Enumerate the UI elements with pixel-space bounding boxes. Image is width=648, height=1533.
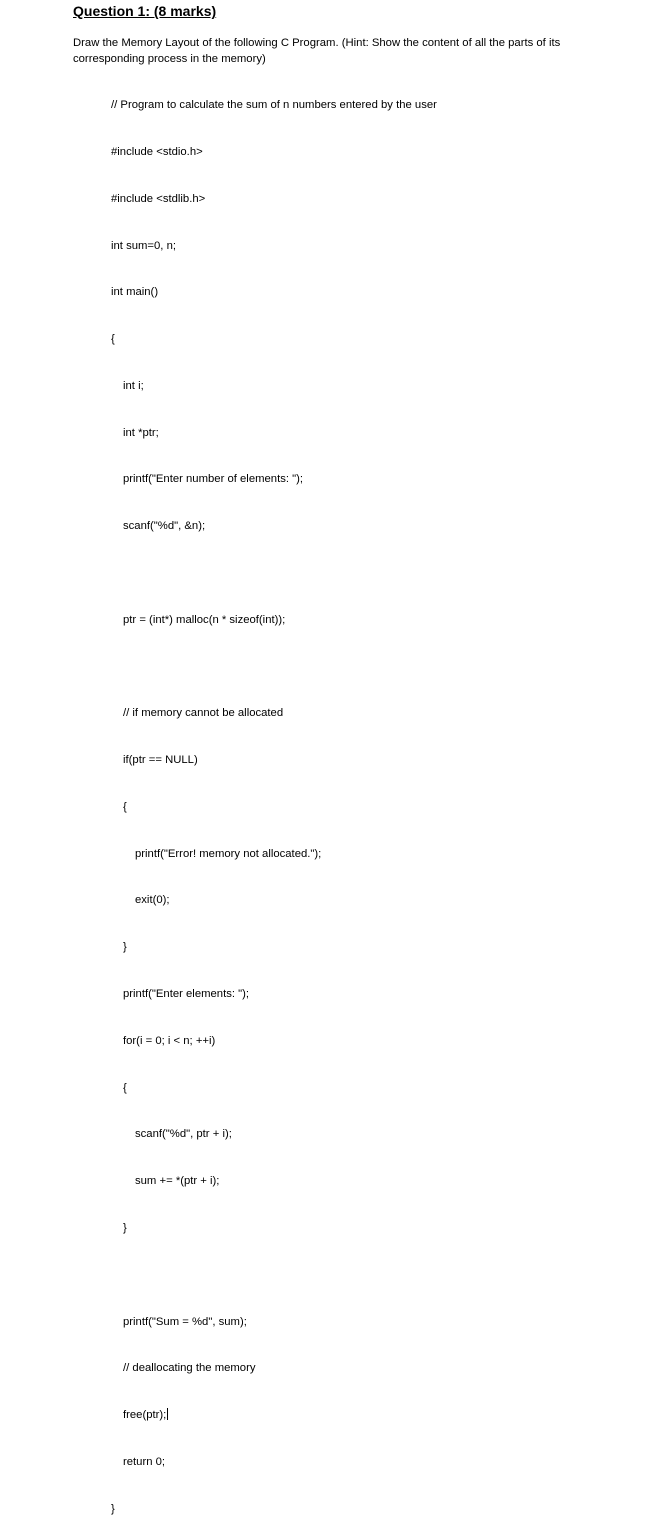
code-listing: [111, 67, 437, 1533]
code-blank-line: [111, 1268, 437, 1284]
code-blank-line: [111, 660, 437, 676]
code-line-for-open-brace: {: [123, 1081, 127, 1094]
code-line-free: [111, 1408, 437, 1424]
code-line-exit: exit(0);: [135, 894, 170, 907]
code-line-printf-elements: printf("Enter elements: ");: [123, 988, 250, 1001]
code-line-return: return 0;: [123, 1455, 166, 1468]
code-line-decl-i: int i;: [123, 379, 144, 392]
code-line-if-close-brace: }: [123, 941, 127, 954]
code-line-decl-ptr: int *ptr;: [123, 426, 159, 439]
code-line-main-open-brace: {: [111, 333, 115, 346]
code-line-include-stdlib: #include <stdlib.h>: [111, 192, 206, 205]
code-line-for-close-brace: }: [123, 1221, 127, 1234]
code-blank-line: [111, 566, 437, 582]
code-line-printf-sum: printf("Sum = %d", sum);: [123, 1315, 247, 1328]
code-line-main-signature: int main(): [111, 286, 159, 299]
code-line-comment-dealloc: // deallocating the memory: [123, 1362, 256, 1375]
question-heading: Question 1: (8 marks): [73, 3, 217, 19]
code-line-global-vars: int sum=0, n;: [111, 239, 176, 252]
code-line-malloc: ptr = (int*) malloc(n * sizeof(int));: [123, 613, 286, 626]
code-line-printf-error: printf("Error! memory not allocated.");: [135, 847, 322, 860]
code-line-scanf-element: scanf("%d", ptr + i);: [135, 1128, 232, 1141]
code-line-if-open-brace: {: [123, 800, 127, 813]
question-prompt: Draw the Memory Layout of the following C Program. (Hint: Show the content of all the parts of its corresponding process in the memory): [73, 37, 561, 65]
code-line-if-null: if(ptr == NULL): [123, 754, 198, 767]
code-line-main-close-brace: }: [111, 1502, 115, 1515]
code-line-comment-alloc: // if memory cannot be allocated: [123, 707, 284, 720]
code-line-printf-prompt: printf("Enter number of elements: ");: [123, 473, 304, 486]
code-line-free-text: free(ptr);: [123, 1409, 167, 1422]
code-line-comment-header: // Program to calculate the sum of n numbers entered by the user: [111, 99, 437, 112]
text-cursor: [167, 1408, 168, 1420]
code-line-sum-accumulate: sum += *(ptr + i);: [135, 1175, 220, 1188]
code-line-include-stdio: #include <stdio.h>: [111, 145, 203, 158]
code-line-for-loop: for(i = 0; i < n; ++i): [123, 1034, 216, 1047]
code-line-scanf-n: scanf("%d", &n);: [123, 520, 206, 533]
